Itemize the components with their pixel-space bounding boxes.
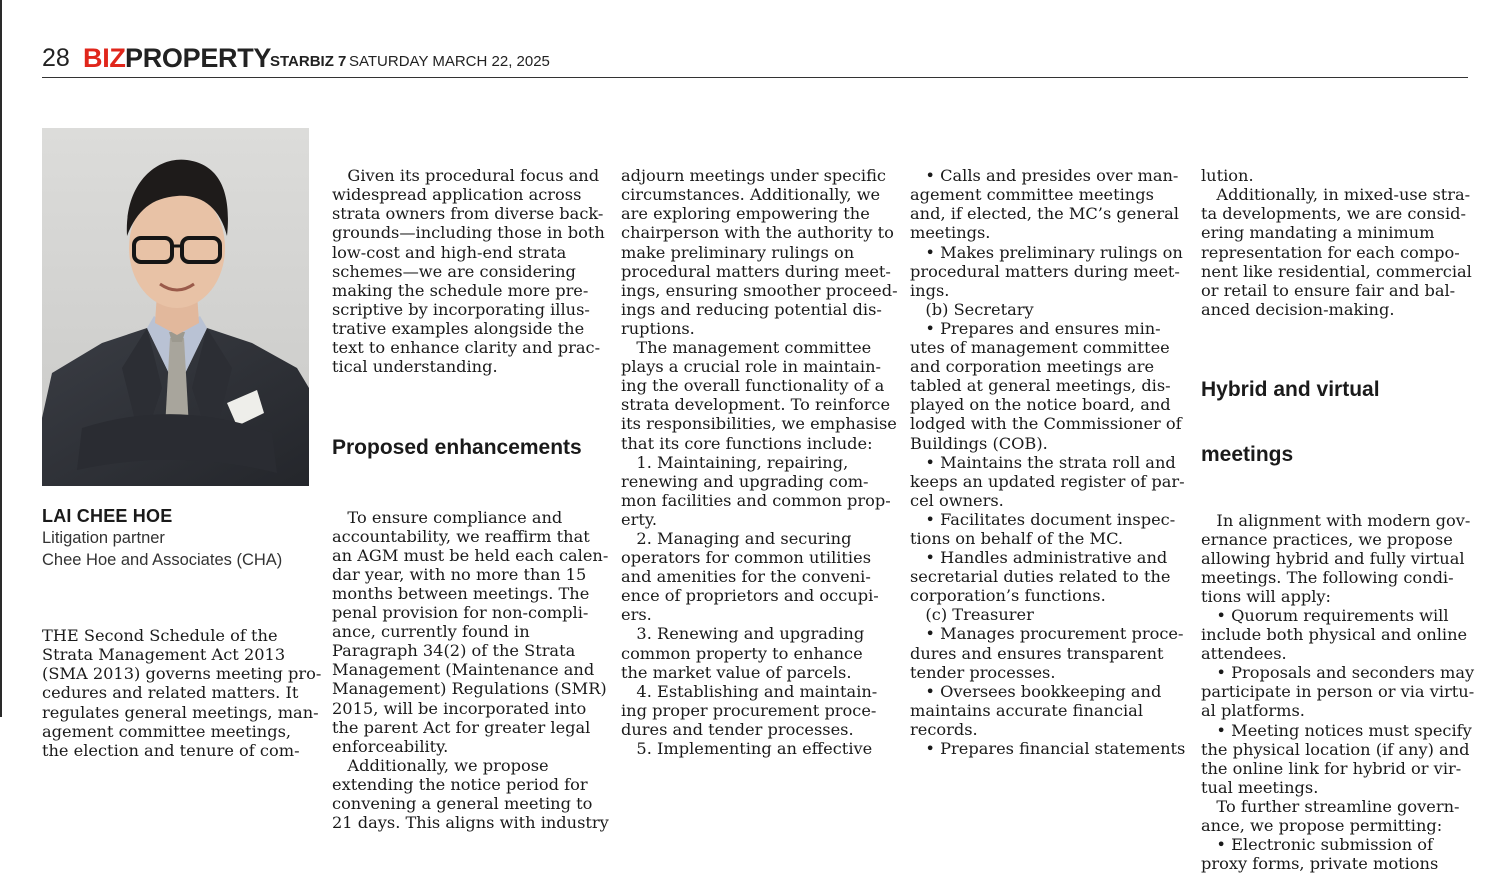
text-line: • Makes preliminary rulings on — [910, 242, 1183, 262]
text-line: Paragraph 34(2) of the Strata — [332, 641, 576, 661]
article-column-2 — [332, 128, 609, 851]
text-line: meetings. — [910, 223, 991, 243]
author-name: LAI CHEE HOE — [42, 506, 173, 526]
text-line: trative examples alongside the — [332, 318, 585, 338]
text-line: ence of proprietors and occupi- — [621, 586, 879, 606]
text-line: ruptions. — [621, 318, 695, 338]
text-line: tual meetings. — [1201, 777, 1319, 797]
text-line: include both physical and online — [1201, 625, 1468, 645]
text-line: tical understanding. — [332, 357, 498, 377]
text-line: ings, ensuring smoother proceed- — [621, 280, 898, 300]
column-lines — [621, 166, 898, 758]
text-line: attendees. — [1201, 644, 1287, 664]
text-line: (SMA 2013) governs meeting pro- — [42, 664, 322, 684]
column-lines — [42, 626, 322, 760]
text-line: records. — [910, 719, 978, 739]
article-column-1 — [42, 588, 322, 779]
text-line: 5. Implementing an effective — [621, 739, 873, 758]
text-line: tabled at general meetings, dis- — [910, 376, 1171, 396]
text-line: lution. — [1201, 166, 1254, 186]
author-role: Litigation partner — [42, 529, 165, 547]
masthead — [42, 44, 1468, 78]
issue-date: SATURDAY MARCH 22, 2025 — [349, 53, 550, 70]
text-line: • Meeting notices must specify — [1201, 720, 1472, 740]
text-line: • Manages procurement proce- — [910, 624, 1184, 644]
text-line: Management (Maintenance and — [332, 660, 595, 680]
text-line: renewing and upgrading com- — [621, 471, 869, 491]
text-line: tender processes. — [910, 662, 1056, 682]
text-line: To further streamline govern- — [1201, 796, 1460, 816]
text-line: grounds—including those in both — [332, 223, 605, 243]
text-line: • Facilitates document inspec- — [910, 509, 1176, 529]
text-line: utes of management committee — [910, 338, 1170, 358]
text-line: (b) Secretary — [910, 299, 1034, 319]
text-line: nent like residential, commercial — [1201, 261, 1472, 281]
text-line: ings. — [910, 280, 950, 300]
author-photo — [42, 128, 309, 486]
text-line: tions on behalf of the MC. — [910, 528, 1124, 548]
text-line: its responsibilities, we emphasise — [621, 414, 897, 434]
text-line: secretarial duties related to the — [910, 567, 1171, 587]
text-line: representation for each compo- — [1201, 242, 1460, 262]
text-line: ernance practices, we propose — [1201, 529, 1453, 549]
text-line: The management committee — [621, 338, 872, 358]
text-line: • Prepares and ensures min- — [910, 318, 1161, 338]
text-line: Additionally, we propose — [332, 755, 549, 775]
text-line: keeps an updated register of par- — [910, 471, 1185, 491]
section-heading-hybrid-line-2: meetings — [1201, 443, 1294, 467]
text-line: cel owners. — [910, 490, 1004, 510]
text-line: ers. — [621, 605, 652, 625]
text-line: widespread application across — [332, 185, 582, 205]
text-line: erty. — [621, 509, 657, 529]
text-line: that its core functions include: — [621, 433, 873, 453]
section-biz: BIZ — [83, 43, 126, 73]
author-byline — [42, 505, 312, 571]
column-lines — [1201, 166, 1472, 319]
text-line: maintains accurate financial — [910, 700, 1144, 720]
text-line: Buildings (COB). — [910, 433, 1048, 453]
text-line: accountability, we reaffirm that — [332, 526, 590, 546]
text-line: regulates general meetings, man- — [42, 702, 319, 722]
text-line: To ensure compliance and — [332, 507, 563, 527]
text-line: • Proposals and seconders may — [1201, 663, 1475, 683]
text-line: corporation’s functions. — [910, 586, 1106, 606]
text-line: are exploring empowering the — [621, 204, 870, 224]
section-heading-proposed-enhancements: Proposed enhancements — [332, 436, 582, 460]
text-line: Management) Regulations (SMR) — [332, 679, 607, 699]
text-line: al platforms. — [1201, 701, 1305, 721]
text-line: procedural matters during meet- — [910, 261, 1180, 281]
text-line: • Handles administrative and — [910, 548, 1168, 568]
text-line: and corporation meetings are — [910, 357, 1155, 377]
text-line: (c) Treasurer — [910, 605, 1034, 625]
text-line: circumstances. Additionally, we — [621, 185, 881, 205]
text-line: meetings. The following condi- — [1201, 567, 1454, 587]
text-line: Given its procedural focus and — [332, 166, 600, 186]
text-line: • Prepares financial statements — [910, 739, 1186, 758]
text-line: 2. Managing and securing — [621, 528, 852, 548]
column-lines — [332, 166, 605, 377]
text-line: ings and reducing potential dis- — [621, 299, 882, 319]
text-line: agement committee meetings — [910, 185, 1154, 205]
text-line: • Electronic submission of — [1201, 835, 1434, 855]
column-lines — [910, 166, 1186, 758]
text-line: chairperson with the authority to — [621, 223, 894, 243]
page-left-border — [0, 0, 2, 717]
text-line: Strata Management Act 2013 — [42, 645, 286, 665]
supplement-name: STARBIZ 7 — [270, 53, 347, 70]
text-line: adjourn meetings under specific — [621, 166, 886, 186]
text-line: • Oversees bookkeeping and — [910, 681, 1162, 701]
text-line: the market value of parcels. — [621, 662, 852, 682]
text-line: the physical location (if any) and — [1201, 739, 1470, 759]
text-line: 4. Establishing and maintain- — [621, 681, 878, 701]
text-line: Additionally, in mixed-use stra- — [1201, 185, 1471, 205]
section-heading-hybrid-line-1: Hybrid and virtual — [1201, 378, 1380, 402]
text-line: In alignment with modern gov- — [1201, 510, 1471, 530]
text-line: schemes—we are considering — [332, 261, 576, 281]
text-line: text to enhance clarity and prac- — [332, 338, 601, 358]
text-line: strata owners from diverse back- — [332, 204, 604, 224]
text-line: dures and ensures transparent — [910, 643, 1164, 663]
text-line: ta developments, we are consid- — [1201, 204, 1466, 224]
text-line: proxy forms, private motions — [1201, 854, 1439, 874]
text-line: allowing hybrid and fully virtual — [1201, 548, 1465, 568]
text-line: or retail to ensure fair and bal- — [1201, 280, 1456, 300]
text-line: making the schedule more pre- — [332, 280, 589, 300]
text-line: 2015, will be incorporated into — [332, 698, 587, 718]
text-line: ing the overall functionality of a — [621, 376, 885, 396]
text-line: played on the notice board, and — [910, 395, 1171, 415]
article-column-4 — [910, 128, 1186, 777]
text-line: agement committee meetings, — [42, 721, 292, 741]
text-line: participate in person or via virtu- — [1201, 682, 1475, 702]
text-line: anced decision-making. — [1201, 299, 1395, 319]
text-line: an AGM must be held each calen- — [332, 545, 609, 565]
text-line: the election and tenure of com- — [42, 740, 300, 760]
text-line: and amenities for the conveni- — [621, 567, 871, 587]
text-line: scriptive by incorporating illus- — [332, 299, 590, 319]
text-line: convening a general meeting to — [332, 794, 593, 813]
text-line: make preliminary rulings on — [621, 242, 855, 262]
text-line: procedural matters during meet- — [621, 261, 891, 281]
column-lines — [332, 507, 609, 833]
text-line: enforceability. — [332, 736, 449, 756]
text-line: • Calls and presides over man- — [910, 166, 1179, 186]
text-line: operators for common utilities — [621, 548, 871, 568]
text-line: ing proper procurement proce- — [621, 700, 877, 720]
text-line: tions will apply: — [1201, 586, 1331, 606]
text-line: months between meetings. The — [332, 583, 590, 603]
text-line: the online link for hybrid or vir- — [1201, 758, 1462, 778]
text-line: lodged with the Commissioner of — [910, 414, 1182, 434]
text-line: low-cost and high-end strata — [332, 242, 567, 262]
text-line: 1. Maintaining, repairing, — [621, 452, 849, 472]
text-line: dar year, with no more than 15 — [332, 564, 587, 584]
text-line: cedures and related matters. It — [42, 683, 299, 703]
page-number: 28 — [42, 44, 70, 72]
text-line: mon facilities and common prop- — [621, 490, 891, 510]
text-line: 3. Renewing and upgrading — [621, 624, 865, 644]
text-line: dures and tender processes. — [621, 719, 854, 739]
text-line: 21 days. This aligns with industry — [332, 813, 609, 833]
text-line: extending the notice period for — [332, 774, 588, 794]
article-column-3 — [621, 128, 898, 777]
text-line: plays a crucial role in maintain- — [621, 357, 881, 377]
text-line: strata development. To reinforce — [621, 395, 891, 415]
author-firm: Chee Hoe and Associates (CHA) — [42, 551, 283, 569]
section-property: PROPERTY — [125, 43, 272, 73]
text-line: ance, we propose permitting: — [1201, 816, 1443, 835]
article-column-5 — [1201, 128, 1475, 892]
text-line: the parent Act for greater legal — [332, 717, 591, 737]
column-lines — [1201, 510, 1475, 874]
text-line: and, if elected, the MC’s general — [910, 204, 1179, 224]
text-line: • Quorum requirements will — [1201, 605, 1449, 625]
text-line: • Maintains the strata roll and — [910, 452, 1176, 472]
text-line: common property to enhance — [621, 643, 863, 663]
text-line: ance, currently found in — [332, 622, 530, 642]
text-line: ering mandating a minimum — [1201, 223, 1435, 243]
text-line: THE Second Schedule of the — [42, 626, 278, 646]
text-line: penal provision for non-compli- — [332, 603, 589, 623]
